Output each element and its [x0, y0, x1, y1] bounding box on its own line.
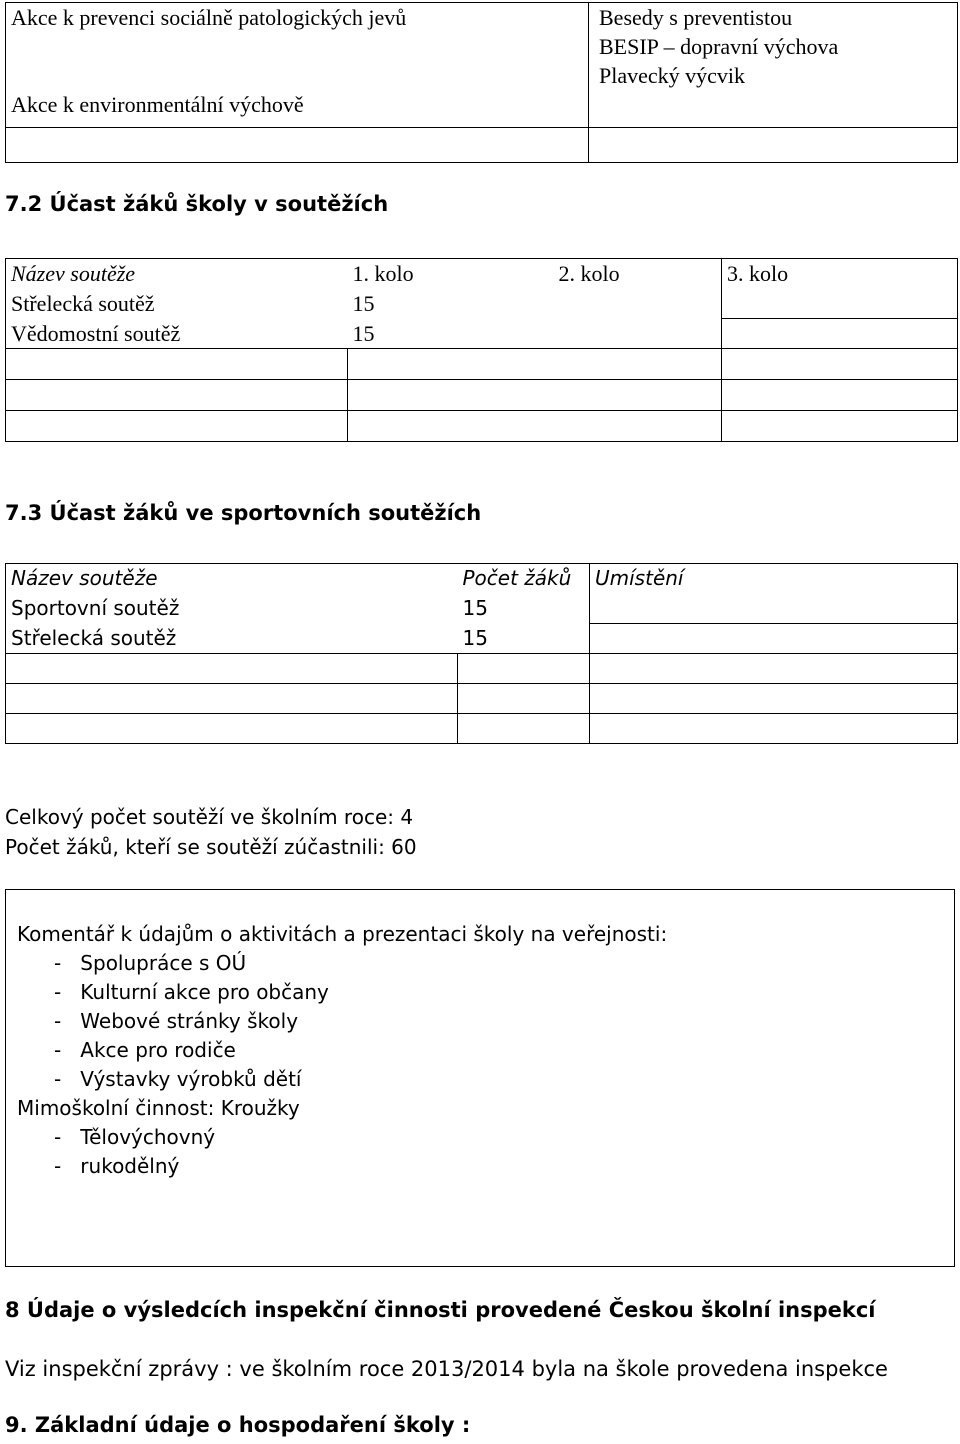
- competition-round1: 15: [352, 290, 375, 316]
- competition-name: Vědomostní soutěž: [6, 319, 348, 349]
- activities-right-cell: [589, 3, 958, 128]
- empty-cell: [722, 289, 958, 319]
- summary-competitions: Celkový počet soutěží ve školním roce: 4: [5, 805, 414, 829]
- section-8-heading: 8 Údaje o výsledcích inspekční činnosti provedené Českou školní inspekcí: [5, 1298, 876, 1322]
- activity-item: Plavecký výcvik: [599, 63, 746, 88]
- empty-cell: [348, 411, 722, 442]
- empty-cell: [589, 128, 958, 163]
- sport-pupils: 15: [458, 624, 590, 654]
- extracurricular-item: - Tělovýchovný: [54, 1125, 216, 1149]
- summary-pupils: Počet žáků, kteří se soutěží zúčastnili: 60: [5, 835, 417, 859]
- competition-name: Střelecká soutěž: [6, 289, 348, 319]
- extracurricular-title: Mimoškolní činnost: Kroužky: [17, 1096, 300, 1120]
- empty-cell: [458, 684, 590, 714]
- section-7-3-heading: 7.3 Účast žáků ve sportovních soutěžích: [5, 501, 482, 525]
- empty-cell: [348, 349, 722, 380]
- empty-cell: [554, 289, 722, 319]
- empty-cell: [6, 411, 348, 442]
- empty-cell: [6, 714, 458, 744]
- empty-cell: [590, 624, 958, 654]
- sport-pupils: 15: [462, 595, 488, 620]
- empty-cell: [348, 380, 722, 411]
- activity-environmental: Akce k environmentální výchově: [11, 92, 304, 117]
- empty-cell: [458, 654, 590, 684]
- comment-item: - Spolupráce s OÚ: [54, 951, 247, 975]
- section-7-2-heading: 7.2 Účast žáků školy v soutěžích: [5, 192, 389, 216]
- activity-item: Besedy s preventistou: [599, 5, 793, 30]
- col-header-round2: 2. kolo: [554, 259, 722, 289]
- empty-cell: [6, 380, 348, 411]
- empty-cell: [590, 654, 958, 684]
- sport-name: Sportovní soutěž: [6, 594, 458, 624]
- col-header-round1: 1. kolo: [348, 259, 554, 289]
- empty-cell: [6, 684, 458, 714]
- activity-item: BESIP – dopravní výchova: [599, 34, 839, 59]
- col-header-pupils: Počet žáků: [458, 564, 590, 594]
- empty-cell: [590, 714, 958, 744]
- comment-box: [5, 889, 955, 1267]
- activities-table: [5, 2, 958, 163]
- comment-item: - Akce pro rodiče: [54, 1038, 236, 1062]
- competition-round1: 15: [348, 319, 554, 349]
- empty-cell: [6, 128, 589, 163]
- activities-left-cell: [6, 3, 589, 128]
- activity-prevention: Akce k prevenci sociálně patologických jevů: [11, 5, 407, 30]
- col-header-round3: 3. kolo: [722, 259, 958, 289]
- comment-title: Komentář k údajům o aktivitách a prezentaci školy na veřejnosti:: [17, 922, 668, 946]
- empty-cell: [722, 411, 958, 442]
- empty-cell: [590, 594, 958, 624]
- empty-cell: [722, 319, 958, 349]
- competitions-table: [5, 258, 958, 442]
- empty-cell: [722, 349, 958, 380]
- comment-item: - Webové stránky školy: [54, 1009, 299, 1033]
- empty-cell: [590, 684, 958, 714]
- comment-item: - Kulturní akce pro občany: [54, 980, 329, 1004]
- section-9-heading: 9. Základní údaje o hospodaření školy :: [5, 1413, 471, 1437]
- empty-cell: [458, 714, 590, 744]
- empty-cell: [554, 319, 722, 349]
- comment-item: - Výstavky výrobků dětí: [54, 1067, 302, 1091]
- sports-table: [5, 563, 958, 744]
- section-8-text: Viz inspekční zprávy : ve školním roce 2013/2014 byla na škole provedena inspekce: [5, 1357, 888, 1381]
- col-header-placement: Umístění: [590, 564, 958, 594]
- empty-cell: [6, 654, 458, 684]
- extracurricular-item: - rukodělný: [54, 1154, 180, 1178]
- sport-name: Střelecká soutěž: [6, 624, 458, 654]
- col-header-name: Název soutěže: [6, 564, 458, 594]
- empty-cell: [6, 349, 348, 380]
- col-header-name: Název soutěže: [6, 259, 348, 289]
- empty-cell: [722, 380, 958, 411]
